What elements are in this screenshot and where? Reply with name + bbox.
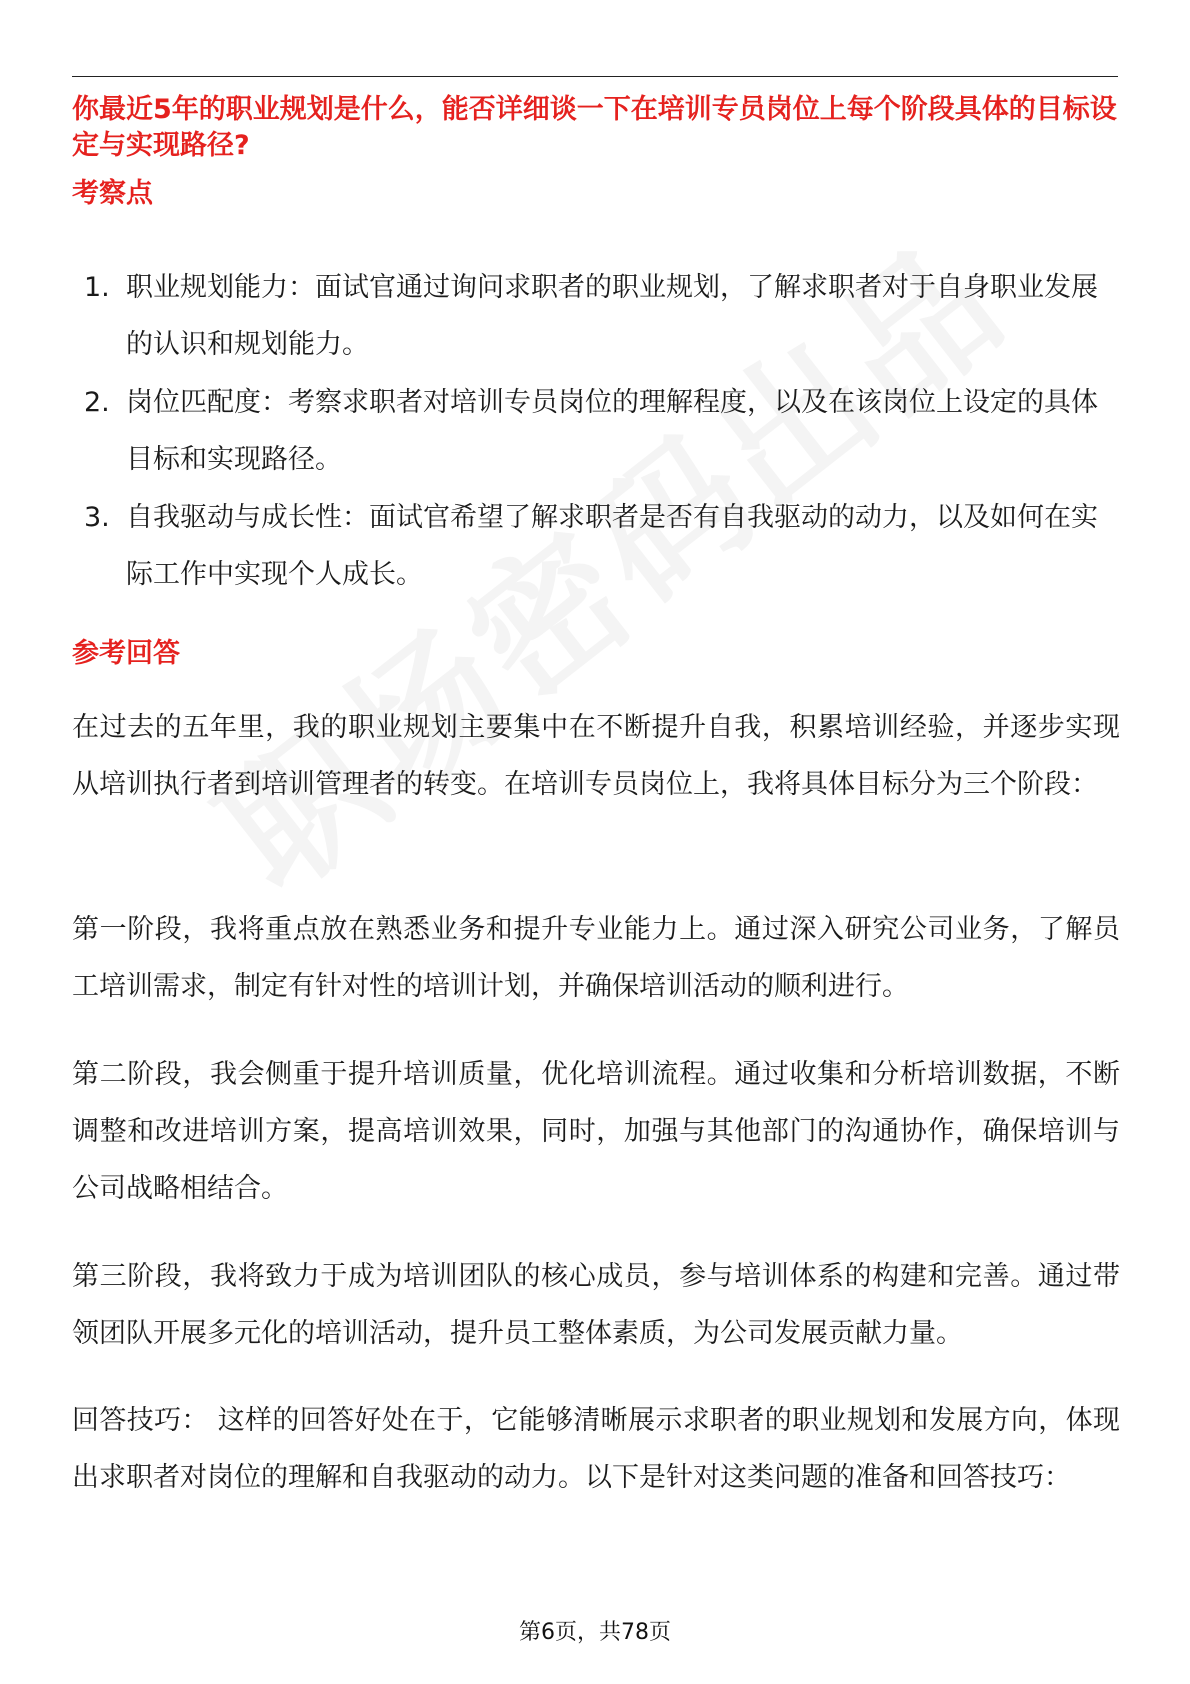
list-item-number: 2. [84,387,110,418]
inspect-list [82,259,1118,604]
list-item-text: 岗位匹配度：考察求职者对培训专员岗位的理解程度，以及在该岗位上设定的具体目标和实现路径。 [126,387,1098,475]
top-divider [72,76,1118,77]
page-number: 第6页，共78页 [519,1620,671,1645]
answer-tips-paragraph: 回答技巧： 这样的回答好处在于，它能够清晰展示求职者的职业规划和发展方向，体现出求职者对岗位的理解和自我驱动的动力。以下是针对这类问题的准备和回答技巧： [72,1405,1120,1493]
answer-paragraph: 第三阶段，我将致力于成为培训团队的核心成员，参与培训体系的构建和完善。通过带领团队开展多元化的培训活动，提升员工整体素质，为公司发展贡献力量。 [72,1261,1120,1349]
answer-paragraph: 第二阶段，我会侧重于提升培训质量，优化培训流程。通过收集和分析培训数据，不断调整和改进培训方案，提高培训效果，同时，加强与其他部门的沟通协作，确保培训与公司战略相结合。 [72,1059,1120,1204]
list-item-text: 自我驱动与成长性：面试官希望了解求职者是否有自我驱动的动力，以及如何在实际工作中实现个人成长。 [126,502,1098,590]
list-item [82,374,1118,488]
list-item [82,259,1118,373]
list-item-number: 1. [84,272,110,303]
section-title-inspect: 考察点 [72,178,153,209]
list-item-text: 职业规划能力：面试官通过询问求职者的职业规划，了解求职者对于自身职业发展的认识和规划能力。 [126,272,1098,360]
answer-paragraph: 在过去的五年里，我的职业规划主要集中在不断提升自我，积累培训经验，并逐步实现从培训执行者到培训管理者的转变。在培训专员岗位上，我将具体目标分为三个阶段： [72,712,1120,800]
question-title: 你最近5年的职业规划是什么，能否详细谈一下在培训专员岗位上每个阶段具体的目标设定与实现路径? [72,94,1117,161]
section-title-answer: 参考回答 [72,638,180,669]
list-item [82,489,1118,603]
list-item-number: 3. [84,502,110,533]
answer-paragraph: 第一阶段，我将重点放在熟悉业务和提升专业能力上。通过深入研究公司业务，了解员工培训需求，制定有针对性的培训计划，并确保培训活动的顺利进行。 [72,914,1120,1002]
